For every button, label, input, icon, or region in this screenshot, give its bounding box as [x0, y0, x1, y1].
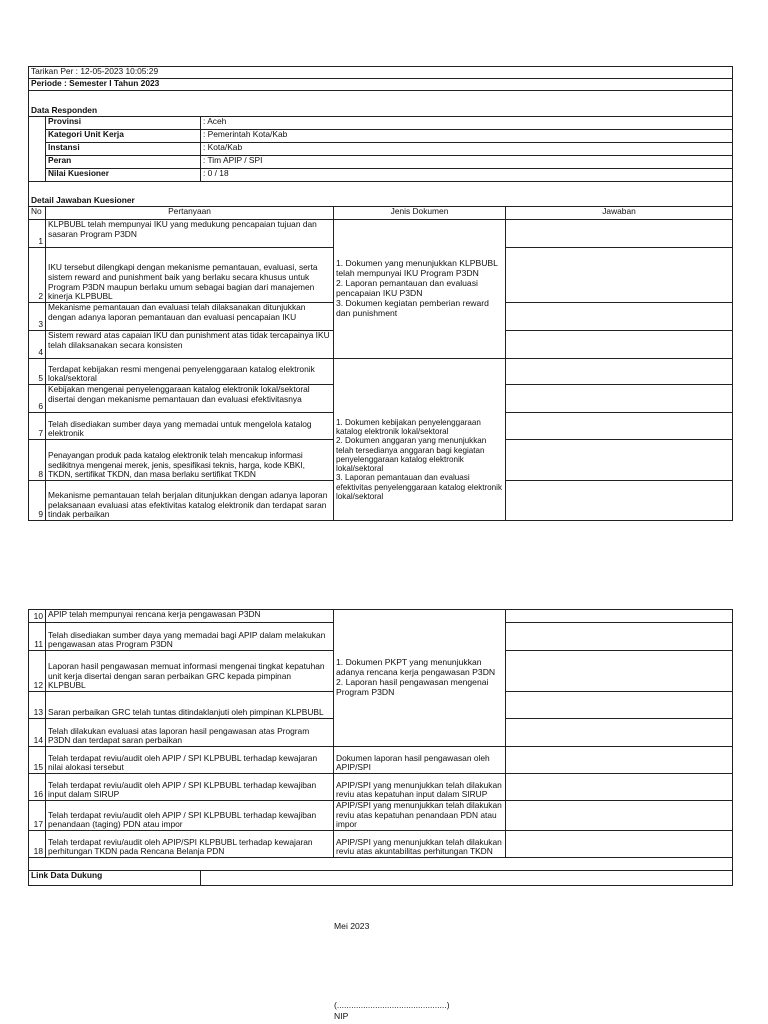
- section-title-kuesioner: Detail Jawaban Kuesioner: [29, 195, 733, 207]
- question-no: 4: [29, 331, 46, 359]
- answer-cell[interactable]: [506, 248, 733, 303]
- responden-value: : Aceh: [201, 117, 733, 130]
- question-no: 2: [29, 248, 46, 303]
- answer-cell[interactable]: [506, 774, 733, 801]
- question-text: Terdapat kebijakan resmi mengenai penyelenggaraan katalog elektronik lokal/sektoral: [46, 359, 334, 385]
- question-no: 1: [29, 220, 46, 248]
- answer-cell[interactable]: [506, 331, 733, 359]
- answer-cell[interactable]: [506, 413, 733, 440]
- table-header: [29, 207, 733, 220]
- signature-block: [334, 1000, 450, 1021]
- tarikan-timestamp: Tarikan Per : 12-05-2023 10:05:29: [29, 67, 733, 79]
- question-text: Telah terdapat reviu/audit oleh APIP/SPI KLPBUBL terhadap kewajaran perhitungan TKDN pada Rencana Belanja PDN: [46, 830, 334, 857]
- section-title-responden: Data Responden: [29, 105, 733, 117]
- question-no: 17: [29, 801, 46, 831]
- responden-label: Kategori Unit Kerja: [46, 130, 201, 143]
- responden-row: [29, 156, 733, 169]
- question-no: 14: [29, 719, 46, 747]
- table-row: [29, 830, 733, 857]
- question-no: 18: [29, 830, 46, 857]
- responden-value: : Pemerintah Kota/Kab: [201, 130, 733, 143]
- question-no: 6: [29, 385, 46, 413]
- answer-cell[interactable]: [506, 481, 733, 521]
- answer-cell[interactable]: [506, 440, 733, 481]
- question-text: IKU tersebut dilengkapi dengan mekanisme pemantauan, evaluasi, serta sistem reward and punishment baik yang berlaku secara khusus untuk Program P3DN maupun berlaku umum sebagai bagian dari manajemen kinerja KLPBUBL: [46, 248, 334, 303]
- question-text: Saran perbaikan GRC telah tuntas ditindaklanjuti oleh pimpinan KLPBUBL: [46, 692, 334, 719]
- question-text: KLPBUBL telah mempunyai IKU yang medukung pencapaian tujuan dan sasaran Program P3DN: [46, 220, 334, 248]
- table-row: [29, 801, 733, 831]
- responden-label: Peran: [46, 156, 201, 169]
- question-no: 9: [29, 481, 46, 521]
- document-17: APIP/SPI yang menunjukkan telah dilakukan reviu atas kepatuhan penandaan PDN atau impor: [334, 801, 506, 831]
- report-part-1: [28, 66, 732, 521]
- table-row: [29, 359, 733, 385]
- question-text: Telah disediakan sumber daya yang memadai bagi APIP dalam melakukan pengawasan atas Program P3DN: [46, 623, 334, 651]
- question-no: 12: [29, 651, 46, 692]
- table-row: [29, 610, 733, 623]
- answer-cell[interactable]: [506, 719, 733, 747]
- question-text: APIP telah mempunyai rencana kerja pengawasan P3DN: [46, 610, 334, 623]
- answer-cell[interactable]: [506, 651, 733, 692]
- question-no: 11: [29, 623, 46, 651]
- answer-cell[interactable]: [506, 385, 733, 413]
- answer-cell[interactable]: [506, 220, 733, 248]
- footer-date: Mei 2023: [334, 921, 370, 931]
- answer-cell[interactable]: [506, 830, 733, 857]
- responden-value: : Tim APIP / SPI: [201, 156, 733, 169]
- answer-cell[interactable]: [506, 692, 733, 719]
- responden-row: [29, 117, 733, 130]
- question-no: 15: [29, 747, 46, 774]
- col-header-pertanyaan: Pertanyaan: [46, 207, 334, 220]
- document-18: APIP/SPI yang menunjukkan telah dilakukan reviu atas akuntabilitas perhitungan TKDN: [334, 830, 506, 857]
- question-text: Sistem reward atas capaian IKU dan punishment atas tidak tercapainya IKU telah dilaksanakan secara konsisten: [46, 331, 334, 359]
- responden-row: [29, 130, 733, 143]
- responden-label: Nilai Kuesioner: [46, 169, 201, 182]
- document-group-3: 1. Dokumen PKPT yang menunjukkan adanya rencana kerja pengawasan P3DN 2. Laporan hasil pengawasan mengenai Program P3DN: [334, 610, 506, 747]
- col-header-no: No: [29, 207, 46, 220]
- question-text: Telah terdapat reviu/audit oleh APIP / SPI KLPBUBL terhadap kewajaran nilai alokasi tersebut: [46, 747, 334, 774]
- signature-line: (..............................................): [334, 1000, 450, 1010]
- answer-cell[interactable]: [506, 359, 733, 385]
- answer-cell[interactable]: [506, 801, 733, 831]
- question-text: Mekanisme pemantauan dan evaluasi telah dilaksanakan ditunjukkan dengan adanya laporan pemantauan dan evaluasi pencapaian IKU: [46, 303, 334, 331]
- responden-label: Provinsi: [46, 117, 201, 130]
- answer-cell[interactable]: [506, 610, 733, 623]
- col-header-jenis: Jenis Dokumen: [334, 207, 506, 220]
- nip-label: NIP: [334, 1010, 349, 1021]
- table-row: [29, 220, 733, 248]
- table-row: [29, 747, 733, 774]
- link-data-dukung-value[interactable]: [201, 870, 733, 885]
- answer-cell[interactable]: [506, 623, 733, 651]
- document-16: APIP/SPI yang menunjukkan telah dilakukan reviu atas kepatuhan input dalam SIRUP: [334, 774, 506, 801]
- question-no: 13: [29, 692, 46, 719]
- question-no: 10: [29, 610, 46, 623]
- question-text: Kebijakan mengenai penyelenggaraan katalog elektronik lokal/sektoral disertai dengan mekanisme pemantauan dan evaluasi efektivitasnya: [46, 385, 334, 413]
- col-header-jawaban: Jawaban: [506, 207, 733, 220]
- responden-value: : 0 / 18: [201, 169, 733, 182]
- question-text: Telah disediakan sumber daya yang memadai untuk mengelola katalog elektronik: [46, 413, 334, 440]
- responden-row: [29, 169, 733, 182]
- question-text: Telah terdapat reviu/audit oleh APIP / SPI KLPBUBL terhadap kewajiban input dalam SIRUP: [46, 774, 334, 801]
- question-text: Telah dilakukan evaluasi atas laporan hasil pengawasan atas Program P3DN dan terdapat saran perbaikan: [46, 719, 334, 747]
- report-part-2: [28, 609, 732, 886]
- answer-cell[interactable]: [506, 303, 733, 331]
- question-text: Mekanisme pemantauan telah berjalan ditunjukkan dengan adanya laporan pelaksanaan evaluasi atas efektivitas katalog elektronik dan terdapat saran tindak perbaikan: [46, 481, 334, 521]
- question-no: 5: [29, 359, 46, 385]
- question-no: 3: [29, 303, 46, 331]
- link-data-dukung-label: Link Data Dukung: [29, 870, 201, 885]
- question-no: 8: [29, 440, 46, 481]
- table-row: [29, 774, 733, 801]
- question-no: 16: [29, 774, 46, 801]
- responden-label: Instansi: [46, 143, 201, 156]
- question-text: Telah terdapat reviu/audit oleh APIP / SPI KLPBUBL terhadap kewajiban penandaan (taging) PDN atau impor: [46, 801, 334, 831]
- periode: Periode : Semester I Tahun 2023: [29, 79, 733, 91]
- question-text: Laporan hasil pengawasan memuat informasi mengenai tingkat kepatuhan unit kerja disertai dengan saran perbaikan GRC kepada pimpinan KLPBUBL: [46, 651, 334, 692]
- responden-value: : Kota/Kab: [201, 143, 733, 156]
- answer-cell[interactable]: [506, 747, 733, 774]
- question-no: 7: [29, 413, 46, 440]
- link-data-dukung-row: [29, 870, 733, 885]
- document-group-2: 1. Dokumen kebijakan penyelenggaraan katalog elektronik lokal/sektoral 2. Dokumen anggaran yang menunjukkan telah tersedianya anggaran bagi kegiatan penyelenggaraan katalog elektronik lokal/sektoral 3. Laporan pemantauan dan evaluasi efektivitas penyelenggaraan katalog elektronik lokal/sektoral: [334, 359, 506, 521]
- document-group-1: 1. Dokumen yang menunjukkan KLPBUBL telah mempunyai IKU Program P3DN 2. Laporan pemantauan dan evaluasi pencapaian IKU P3DN 3. Dokumen kegiatan pemberian reward dan punishment: [334, 220, 506, 359]
- responden-row: [29, 143, 733, 156]
- question-text: Penayangan produk pada katalog elektronik telah mencakup informasi sedikitnya mengenai merek, jenis, spesifikasi teknis, harga, kode KBKI, TKDN, sertifikat TKDN, dan masa berlaku sertifikat TKDN: [46, 440, 334, 481]
- document-15: Dokumen laporan hasil pengawasan oleh APIP/SPI: [334, 747, 506, 774]
